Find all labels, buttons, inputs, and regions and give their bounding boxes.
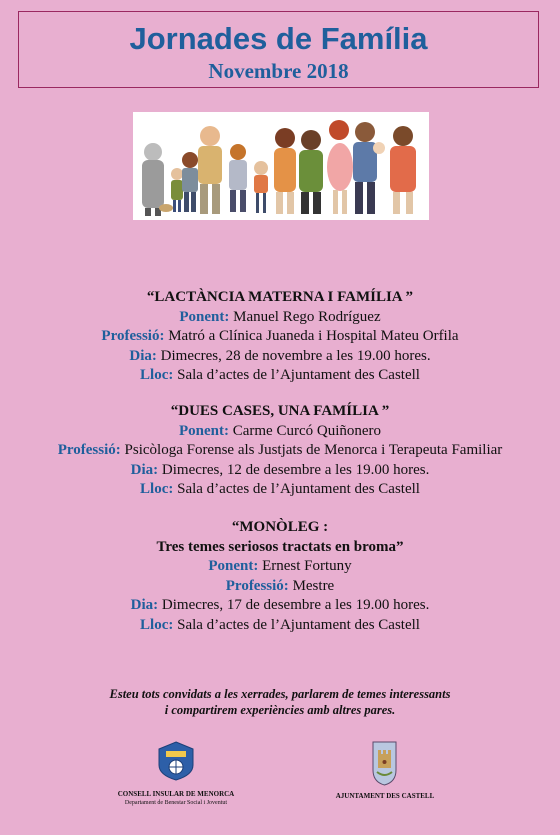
professio-label: Professió: xyxy=(101,328,165,344)
talk-3 xyxy=(0,518,560,635)
talk-2 xyxy=(0,402,560,500)
dia-label: Dia: xyxy=(130,461,159,478)
talk-lloc xyxy=(0,616,560,636)
talk-1 xyxy=(0,288,560,386)
dia-value: Dimecres, 17 de desembre a les 19.00 hores. xyxy=(161,597,430,613)
talk-dia xyxy=(0,461,560,481)
castell-coat-of-arms-icon xyxy=(371,740,398,786)
org-left xyxy=(105,790,247,808)
talk-ponent xyxy=(0,308,560,328)
talk-dia xyxy=(0,596,560,616)
ponent-label: Ponent: xyxy=(208,558,259,574)
dia-value: Dimecres, 28 de novembre a les 19.00 hores. xyxy=(160,347,431,364)
talk-ponent xyxy=(0,422,560,442)
consell-insular-emblem-icon xyxy=(157,741,195,781)
invitation-line-2: i compartirem experiències amb altres pares. xyxy=(164,703,396,717)
professio-value: Psicòloga Forense als Justjats de Menorca i Terapeuta Familiar xyxy=(124,442,503,458)
lloc-value: Sala d’actes de l’Ajuntament des Castell xyxy=(177,481,420,497)
professio-label: Professió: xyxy=(57,442,121,458)
talk-lloc xyxy=(0,480,560,500)
dia-label: Dia: xyxy=(129,347,157,364)
talk-title: “MONÒLEG : xyxy=(231,519,329,535)
ponent-value: Manuel Rego Rodríguez xyxy=(233,308,381,325)
page-title: Jornades de Família xyxy=(129,21,428,56)
org-right xyxy=(320,792,450,801)
title-box xyxy=(18,11,539,88)
lloc-value: Sala d’actes de l’Ajuntament des Castell xyxy=(177,616,420,633)
page-subtitle: Novembre 2018 xyxy=(208,59,349,83)
ponent-label: Ponent: xyxy=(179,308,230,325)
invitation-line-1: Esteu tots convidats a les xerrades, parlarem de temes interessants xyxy=(109,687,451,701)
invitation-note xyxy=(0,686,560,718)
professio-value: Matró a Clínica Juaneda i Hospital Mateu Orfila xyxy=(168,328,459,344)
professio-label: Professió: xyxy=(225,577,289,594)
talk-ponent xyxy=(0,557,560,577)
talk-title-line-2: Tres temes seriosos tractats en broma” xyxy=(156,538,404,555)
talk-title: “DUES CASES, UNA FAMÍLIA ” xyxy=(170,403,390,419)
ponent-value: Ernest Fortuny xyxy=(262,558,352,574)
dia-value: Dimecres, 12 de desembre a les 19.00 hores. xyxy=(161,461,430,478)
talk-dia xyxy=(0,347,560,367)
professio-value: Mestre xyxy=(292,577,335,594)
org-left-name: CONSELL INSULAR DE MENORCA xyxy=(117,790,235,798)
talk-title: “LACTÀNCIA MATERNA I FAMÍLIA ” xyxy=(146,289,414,305)
org-left-department: Departament de Benestar Social i Joventut xyxy=(124,800,228,806)
figure-dog xyxy=(159,204,173,212)
lloc-label: Lloc: xyxy=(140,367,174,383)
ponent-label: Ponent: xyxy=(178,422,229,439)
figure-grandmother xyxy=(142,143,164,216)
talk-lloc xyxy=(0,366,560,386)
family-illustration xyxy=(133,112,429,220)
org-right-name: AJUNTAMENT DES CASTELL xyxy=(335,792,435,800)
ponent-value: Carme Curcó Quiñonero xyxy=(232,422,382,439)
talk-professio xyxy=(0,577,560,597)
dia-label: Dia: xyxy=(130,597,159,613)
lloc-value: Sala d’actes de l’Ajuntament des Castell xyxy=(177,367,420,383)
talk-professio xyxy=(0,327,560,347)
lloc-label: Lloc: xyxy=(140,481,174,497)
lloc-label: Lloc: xyxy=(140,616,174,633)
talk-professio xyxy=(0,441,560,461)
